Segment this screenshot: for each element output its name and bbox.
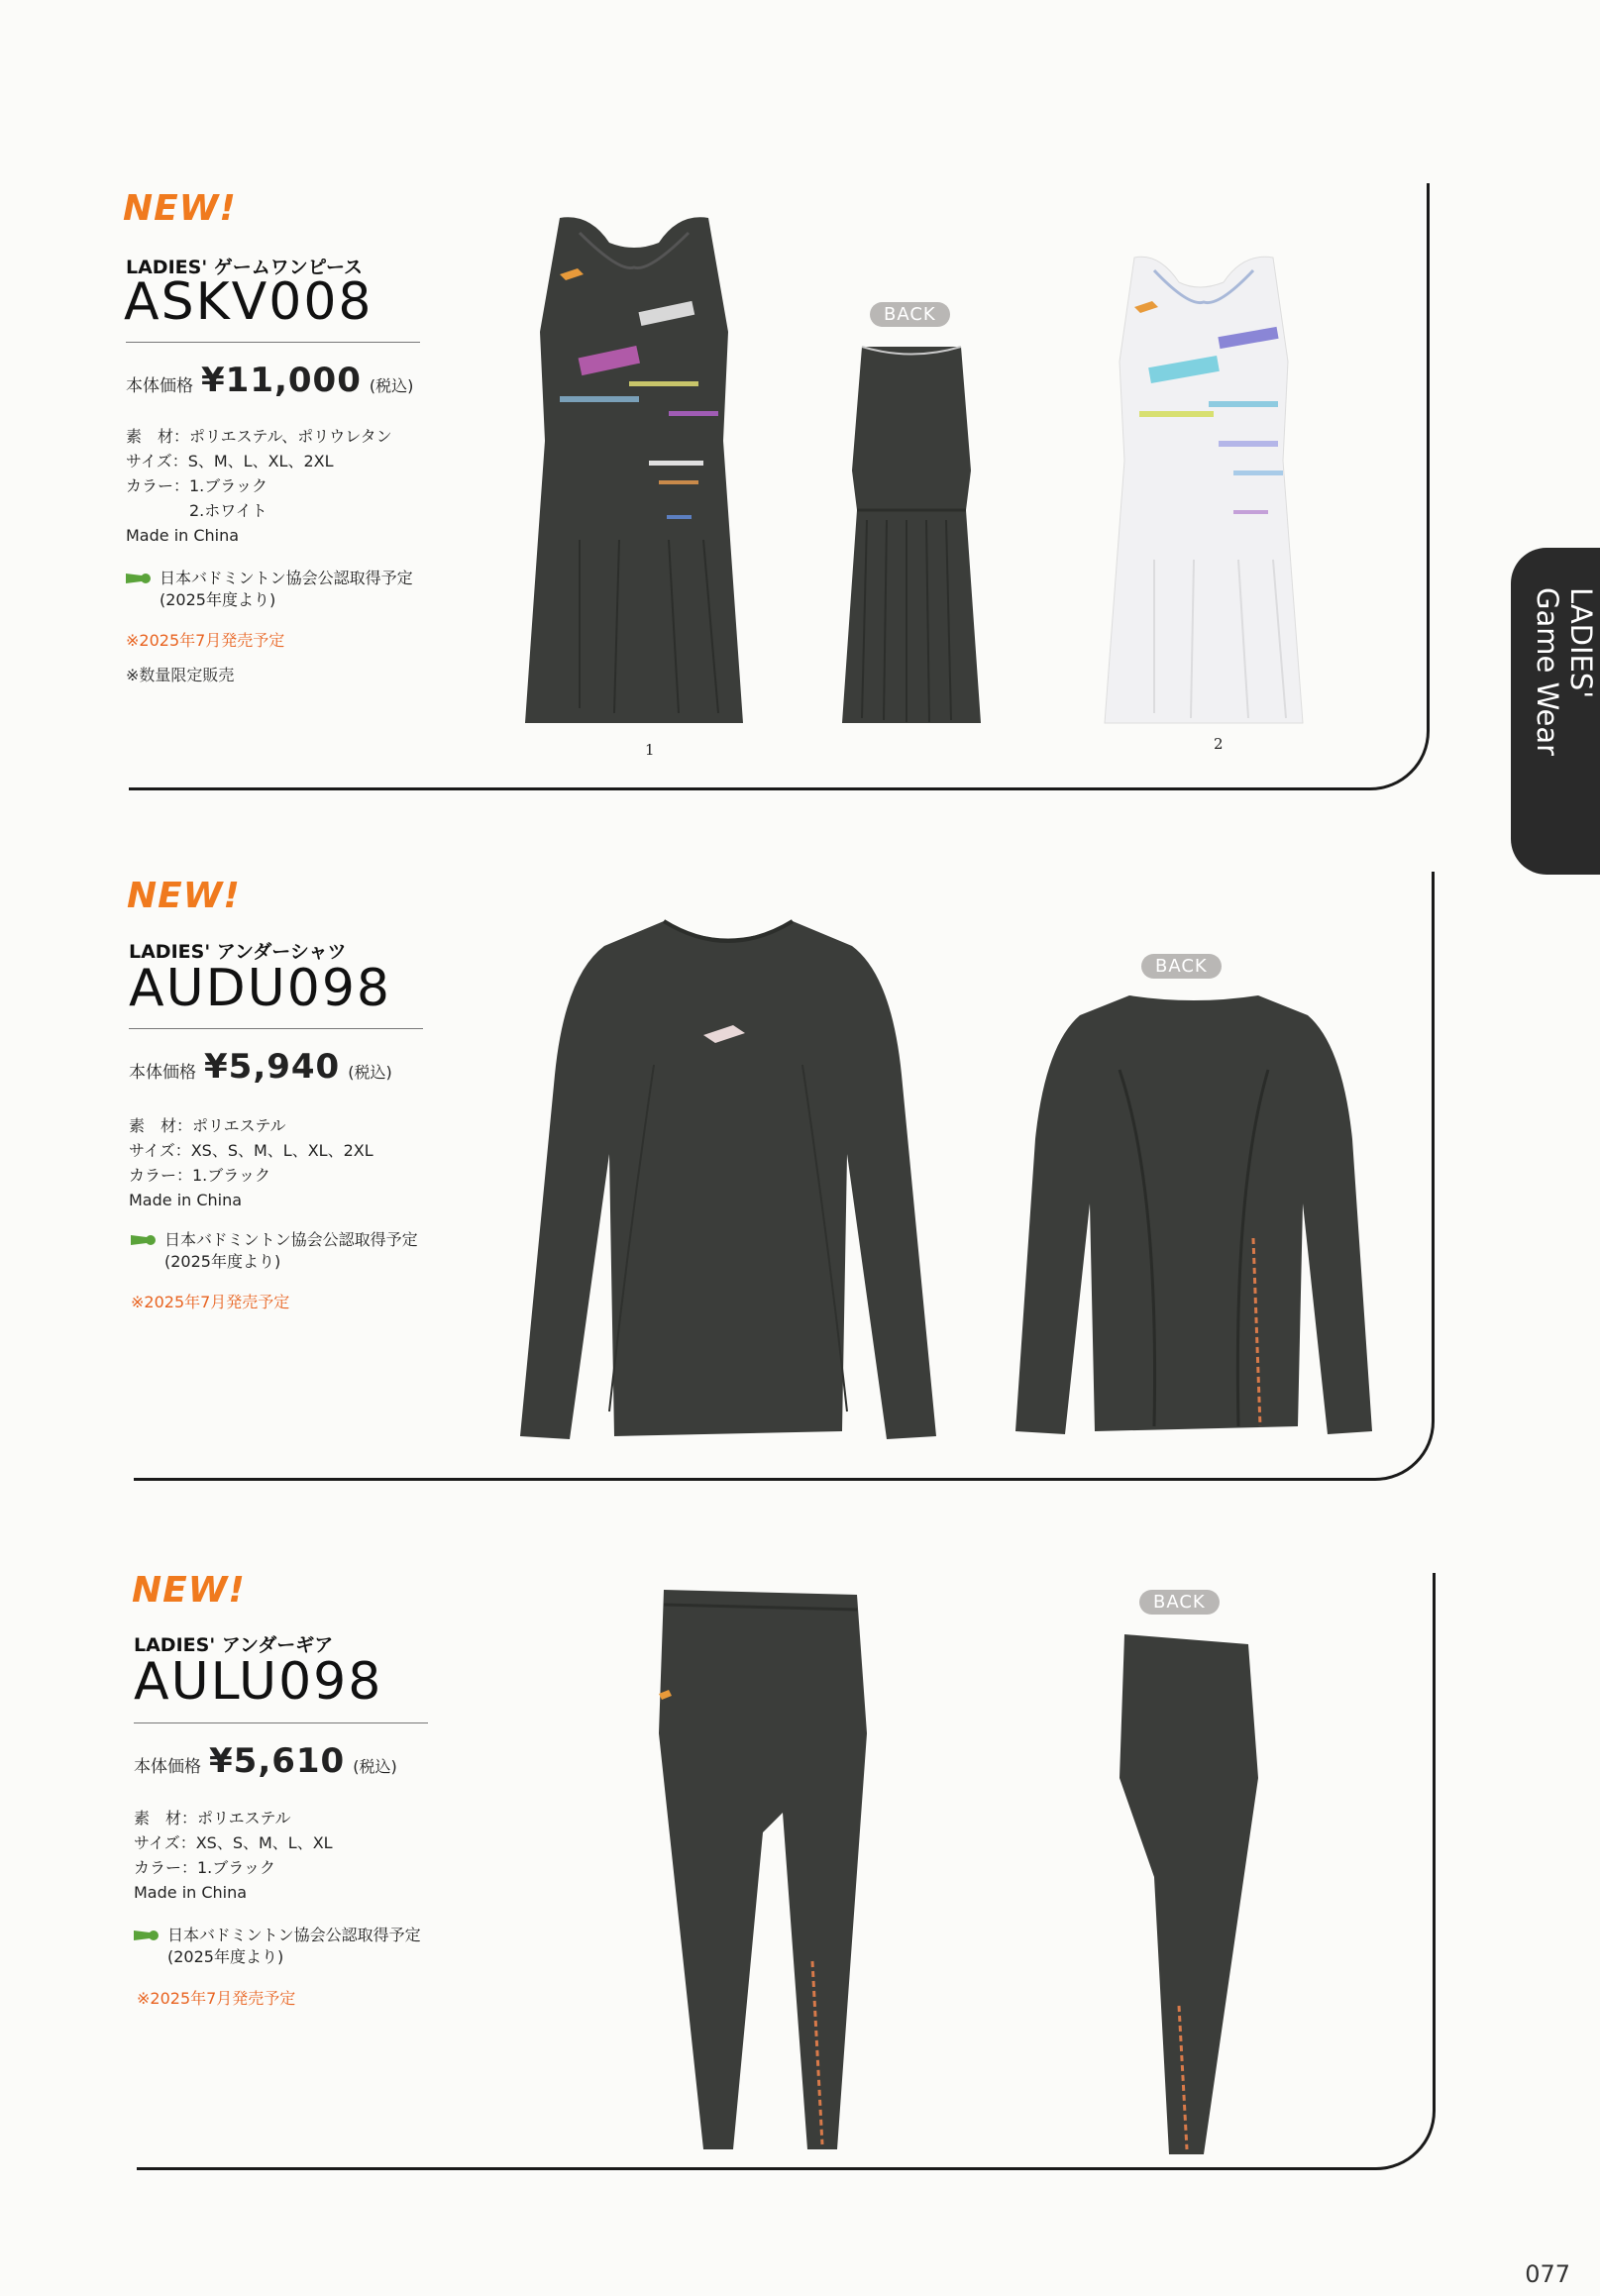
new-badge: NEW! xyxy=(132,1570,246,1611)
release-note: ※2025年7月発売予定 xyxy=(137,1989,296,2008)
dress-white-front-image xyxy=(1100,253,1308,728)
shuttlecock-icon xyxy=(134,1928,160,1943)
new-badge: NEW! xyxy=(127,876,241,916)
cert-year: (2025年度より) xyxy=(164,1252,281,1271)
product-code: AUDU098 xyxy=(129,959,391,1018)
spec-list xyxy=(134,1806,333,1905)
undershirt-back-image xyxy=(1011,991,1377,1441)
spec-size: サイズ：XS、S、M、L、XL、2XL xyxy=(129,1141,373,1160)
price-label: 本体価格 xyxy=(126,376,193,396)
price-label: 本体価格 xyxy=(129,1063,196,1083)
back-label: BACK xyxy=(870,302,950,327)
undershirt-front-image xyxy=(515,916,941,1446)
certification-note xyxy=(134,1925,421,1968)
category-side-tab xyxy=(1511,548,1600,875)
spec-size: サイズ：S、M、L、XL、2XL xyxy=(126,452,334,470)
side-tab-line-2: Game Wear xyxy=(1531,587,1564,757)
side-tab-text xyxy=(1531,587,1598,756)
certification-note xyxy=(131,1229,418,1273)
divider xyxy=(134,1722,428,1723)
spec-list xyxy=(129,1113,373,1212)
certification-note xyxy=(126,568,413,611)
divider xyxy=(126,342,420,343)
spec-origin: Made in China xyxy=(129,1191,243,1209)
spec-color: カラー：1.ブラック xyxy=(126,476,267,495)
spec-color: カラー：1.ブラック xyxy=(134,1858,275,1877)
new-badge: NEW! xyxy=(123,188,237,229)
spec-color-2: 2.ホワイト xyxy=(126,501,267,520)
spec-color: カラー：1.ブラック xyxy=(129,1166,270,1185)
release-note: ※2025年7月発売予定 xyxy=(131,1293,290,1311)
cert-text: 日本バドミントン協会公認取得予定 xyxy=(160,569,413,587)
price-row xyxy=(129,1047,392,1087)
divider xyxy=(129,1028,423,1029)
dress-black-front-image xyxy=(520,213,748,728)
variant-label-1: 1 xyxy=(645,741,655,759)
spec-size: サイズ：XS、S、M、L、XL xyxy=(134,1833,333,1852)
price-tax: (税込) xyxy=(369,376,414,395)
spec-origin: Made in China xyxy=(126,526,240,545)
product-subtitle: LADIES' ゲームワンピース xyxy=(126,257,364,278)
limited-note: ※数量限定販売 xyxy=(126,666,235,684)
tights-back-image xyxy=(1110,1629,1268,2164)
price-tax: (税込) xyxy=(353,1757,397,1776)
price-value: ¥11,000 xyxy=(201,361,362,400)
product-code: AULU098 xyxy=(134,1652,383,1712)
price-label: 本体価格 xyxy=(134,1757,201,1777)
side-tab-line-1: LADIES' xyxy=(1564,587,1598,699)
product-subtitle: LADIES' アンダーシャツ xyxy=(129,941,347,963)
price-value: ¥5,940 xyxy=(204,1047,341,1087)
cert-text: 日本バドミントン協会公認取得予定 xyxy=(167,1926,421,1944)
shuttlecock-icon xyxy=(126,571,152,586)
product-subtitle: LADIES' アンダーギア xyxy=(134,1634,334,1656)
shuttlecock-icon xyxy=(131,1232,157,1248)
spec-list xyxy=(126,424,392,548)
variant-label-2: 2 xyxy=(1214,735,1224,753)
spec-origin: Made in China xyxy=(134,1883,248,1902)
spec-material: 素 材：ポリエステル xyxy=(134,1809,291,1827)
price-value: ¥5,610 xyxy=(209,1741,346,1781)
spec-material: 素 材：ポリエステル xyxy=(129,1116,286,1135)
tights-front-image xyxy=(644,1585,872,2159)
release-note: ※2025年7月発売予定 xyxy=(126,631,285,650)
cert-year: (2025年度より) xyxy=(160,590,276,609)
spec-material: 素 材：ポリエステル、ポリウレタン xyxy=(126,427,392,446)
price-row xyxy=(134,1741,397,1781)
product-code: ASKV008 xyxy=(124,272,373,332)
dress-black-back-image xyxy=(832,342,991,728)
cert-text: 日本バドミントン協会公認取得予定 xyxy=(164,1230,418,1249)
cert-year: (2025年度より) xyxy=(167,1947,284,1966)
back-label: BACK xyxy=(1141,954,1222,979)
page-number: 077 xyxy=(1525,2260,1570,2288)
price-row xyxy=(126,361,413,400)
back-label: BACK xyxy=(1139,1590,1220,1615)
price-tax: (税込) xyxy=(348,1063,392,1082)
